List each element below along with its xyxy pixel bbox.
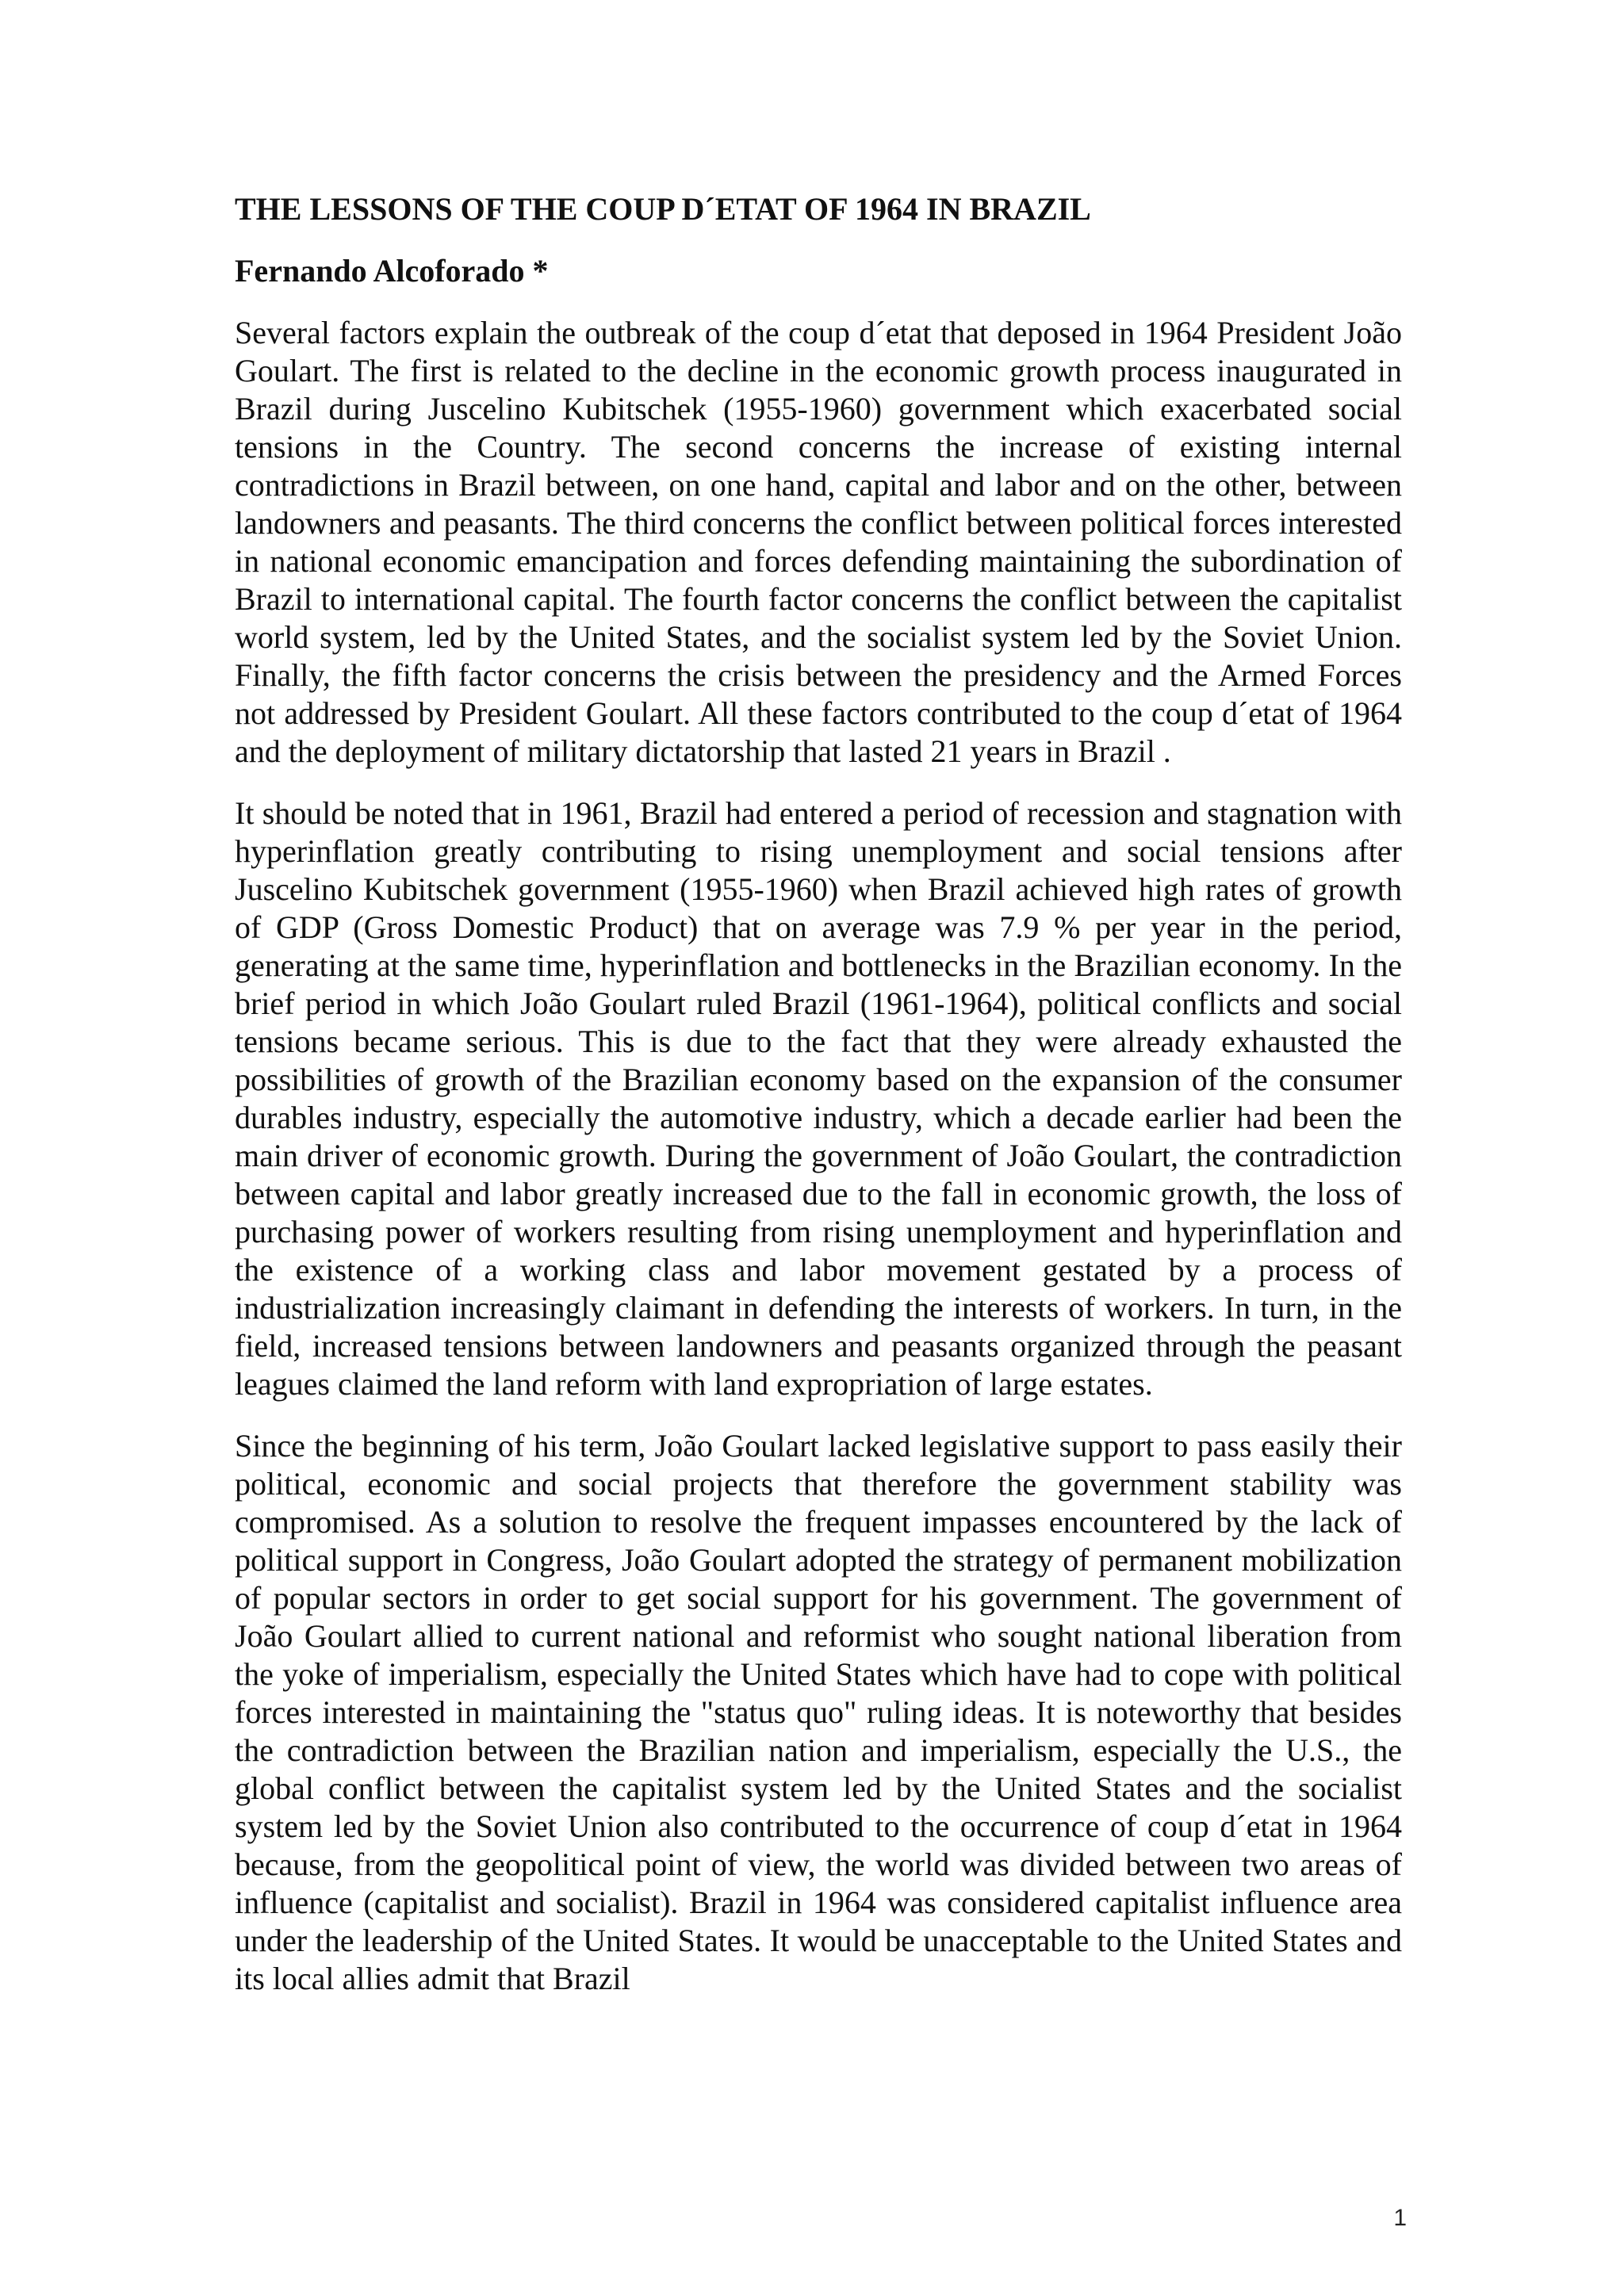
paragraph-3: Since the beginning of his term, João Goulart lacked legislative support to pass easily their political, economic and social projects that therefore the government stability was compromised. As a solution to resolve the frequent impasses encountered by the lack of political support in Congress, João Goulart adopted the strategy of permanent mobilization of popular sectors in order to get social support for his government. The government of João Goulart allied to current national and reformist who sought national liberation from the yoke of imperialism, especially the United States which have had to cope with political forces interested in maintaining the "status quo" ruling ideas. It is noteworthy that besides the contradiction between the Brazilian nation and imperialism, especially the U.S., the global conflict between the capitalist system led by the United States and the socialist system led by the Soviet Union also contributed to the occurrence of coup d´etat in 1964 because, from the geopolitical point of view, the world was divided between two areas of influence (capitalist and socialist). Brazil in 1964 was considered capitalist influence area under the leadership of the United States. It would be unacceptable to the United States and its local allies admit that Brazil [235, 1428, 1402, 1996]
author-name: Fernando Alcoforado * [235, 253, 549, 289]
document-body [235, 187, 1402, 1998]
document-title: THE LESSONS OF THE COUP D´ETAT OF 1964 IN BRAZIL [235, 191, 1091, 227]
paragraph-1: Several factors explain the outbreak of the coup d´etat that deposed in 1964 President João Goulart. The first is related to the decline in the economic growth process inaugurated in Brazil during Juscelino Kubitschek (1955-1960) government which exacerbated social tensions in the Country. The second concerns the increase of existing internal contradictions in Brazil between, on one hand, capital and labor and on the other, between landowners and peasants. The third concerns the conflict between political forces interested in national economic emancipation and forces defending maintaining the subordination of Brazil to international capital. The fourth factor concerns the conflict between the capitalist world system, led by the United States, and the socialist system led by the Soviet Union. Finally, the fifth factor concerns the crisis between the presidency and the Armed Forces not addressed by President Goulart. All these factors contributed to the coup d´etat of 1964 and the deployment of military dictatorship that lasted 21 years in Brazil . [235, 315, 1402, 769]
page-number: 1 [1393, 2205, 1407, 2231]
paragraph-2: It should be noted that in 1961, Brazil had entered a period of recession and stagnation with hyperinflation greatly contributing to rising unemployment and social tensions after Juscelino Kubitschek government (1955-1960) when Brazil achieved high rates of growth of GDP (Gross Domestic Product) that on average was 7.9 % per year in the period, generating at the same time, hyperinflation and bottlenecks in the Brazilian economy. In the brief period in which João Goulart ruled Brazil (1961-1964), political conflicts and social tensions became serious. This is due to the fact that they were already exhausted the possibilities of growth of the Brazilian economy based on the expansion of the consumer durables industry, especially the automotive industry, which a decade earlier had been the main driver of economic growth. During the government of João Goulart, the contradiction between capital and labor greatly increased due to the fall in economic growth, the loss of purchasing power of workers resulting from rising unemployment and hyperinflation and the existence of a working class and labor movement gestated by a process of industrialization increasingly claimant in defending the interests of workers. In turn, in the field, increased tensions between landowners and peasants organized through the peasant leagues claimed the land reform with land expropriation of large estates. [235, 795, 1402, 1402]
